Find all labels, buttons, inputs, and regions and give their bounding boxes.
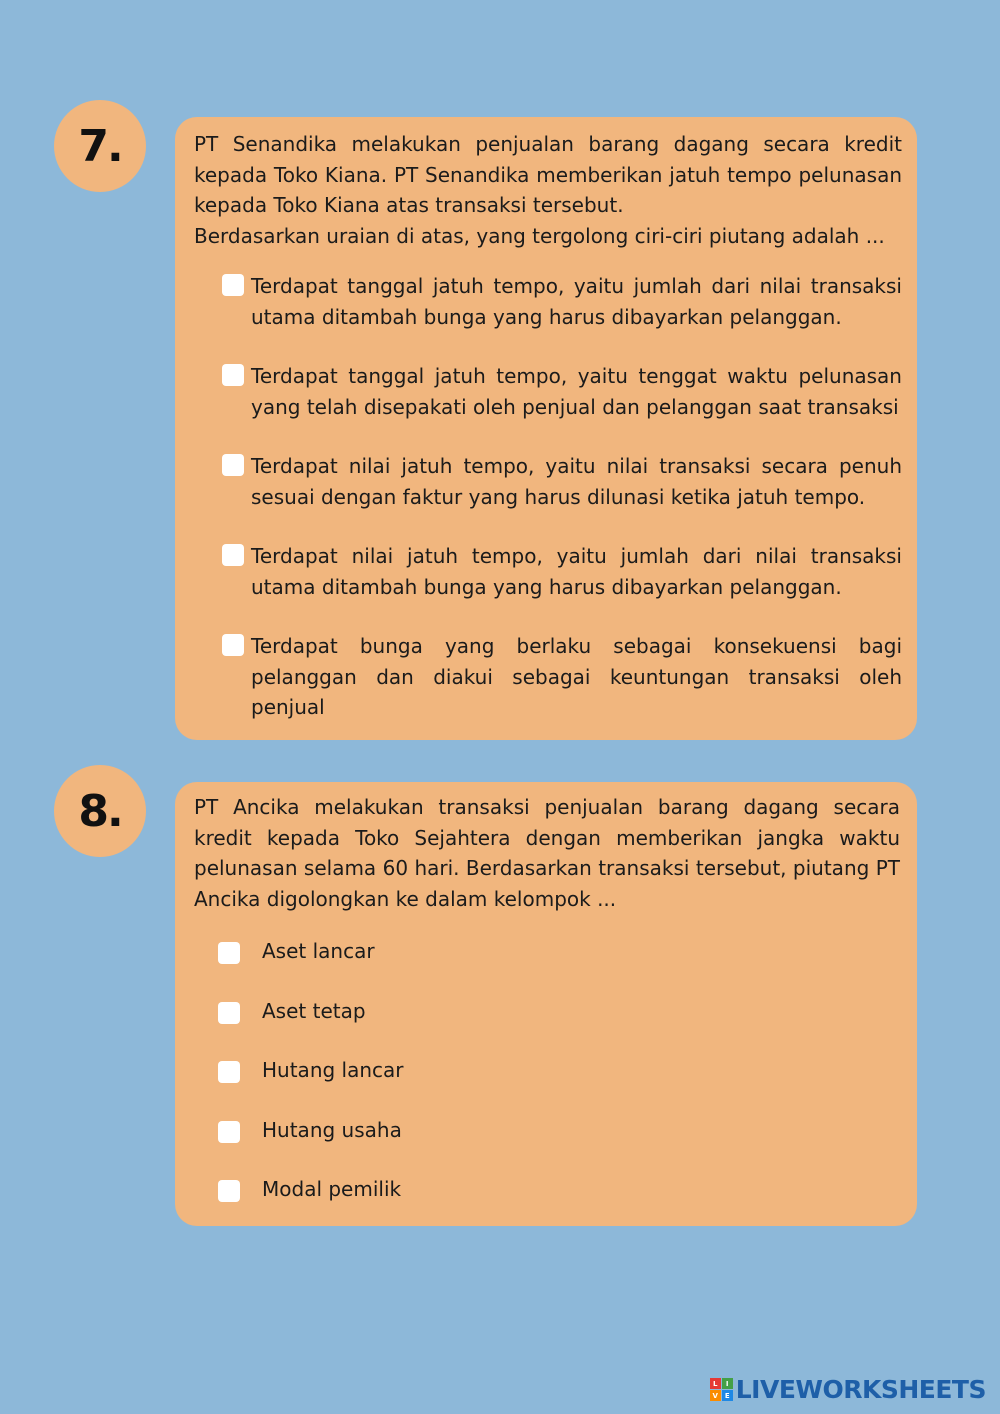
- question-7-prompt: Berdasarkan uraian di atas, yang tergolong ciri-ciri piutang adalah ...: [194, 223, 885, 248]
- question-8-card: [175, 782, 917, 1226]
- answer-checkbox[interactable]: [222, 274, 244, 296]
- answer-checkbox[interactable]: [218, 1121, 240, 1143]
- question-7-options: [194, 271, 902, 723]
- answer-checkbox[interactable]: [222, 454, 244, 476]
- logo-letter-l: L: [710, 1378, 721, 1389]
- answer-checkbox[interactable]: [222, 634, 244, 656]
- option-item: [222, 361, 902, 422]
- answer-checkbox[interactable]: [218, 1061, 240, 1083]
- option-item: [218, 1174, 900, 1205]
- logo-icon: [710, 1378, 733, 1401]
- option-label: Terdapat nilai jatuh tempo, yaitu nilai transaksi secara penuh sesuai dengan faktur yang harus dilunasi ketika jatuh tempo.: [251, 454, 902, 509]
- logo-letter-i: I: [722, 1378, 733, 1389]
- option-item: [218, 1055, 900, 1086]
- question-7-number: 7.: [54, 100, 146, 192]
- option-label: Aset lancar: [262, 939, 375, 963]
- option-item: [218, 996, 900, 1027]
- answer-checkbox[interactable]: [222, 544, 244, 566]
- liveworksheets-logo[interactable]: [710, 1375, 986, 1404]
- logo-letter-e: E: [722, 1390, 733, 1401]
- logo-letter-v: V: [710, 1390, 721, 1401]
- option-item: [222, 631, 902, 723]
- question-8-number: 8.: [54, 765, 146, 857]
- option-label: Terdapat tanggal jatuh tempo, yaitu tenggat waktu pelunasan yang telah disepakati oleh penjual dan pelanggan saat transaksi: [251, 364, 902, 419]
- option-item: [222, 541, 902, 602]
- option-label: Terdapat tanggal jatuh tempo, yaitu jumlah dari nilai transaksi utama ditambah bunga yang harus dibayarkan pelanggan.: [251, 274, 902, 329]
- question-8-text: PT Ancika melakukan transaksi penjualan barang dagang secara kredit kepada Toko Sejahtera dengan memberikan jangka waktu pelunasan selama 60 hari. Berdasarkan transaksi tersebut, piutang PT Ancika digolongkan ke dalam kelompok ...: [194, 795, 900, 911]
- question-8-options: [194, 936, 900, 1205]
- option-label: Hutang usaha: [262, 1117, 402, 1142]
- question-7-text: PT Senandika melakukan penjualan barang dagang secara kredit kepada Toko Kiana. PT Senandika memberikan jatuh tempo pelunasan kepada Toko Kiana atas transaksi tersebut.: [194, 132, 902, 217]
- option-label: Hutang lancar: [262, 1058, 404, 1082]
- answer-checkbox[interactable]: [218, 1180, 240, 1202]
- logo-text: LIVEWORKSHEETS: [735, 1375, 986, 1404]
- option-item: [222, 451, 902, 512]
- answer-checkbox[interactable]: [218, 942, 240, 964]
- question-7-card: [175, 117, 917, 740]
- option-item: [218, 936, 900, 967]
- option-item: [222, 271, 902, 332]
- option-item: [218, 1115, 900, 1146]
- option-label: Modal pemilik: [262, 1177, 402, 1201]
- option-label: Aset tetap: [262, 998, 366, 1023]
- answer-checkbox[interactable]: [218, 1002, 240, 1024]
- option-label: Terdapat bunga yang berlaku sebagai konsekuensi bagi pelanggan dan diakui sebagai keuntungan transaksi oleh penjual: [251, 634, 902, 719]
- option-label: Terdapat nilai jatuh tempo, yaitu jumlah dari nilai transaksi utama ditambah bunga yang harus dibayarkan pelanggan.: [251, 544, 902, 599]
- answer-checkbox[interactable]: [222, 364, 244, 386]
